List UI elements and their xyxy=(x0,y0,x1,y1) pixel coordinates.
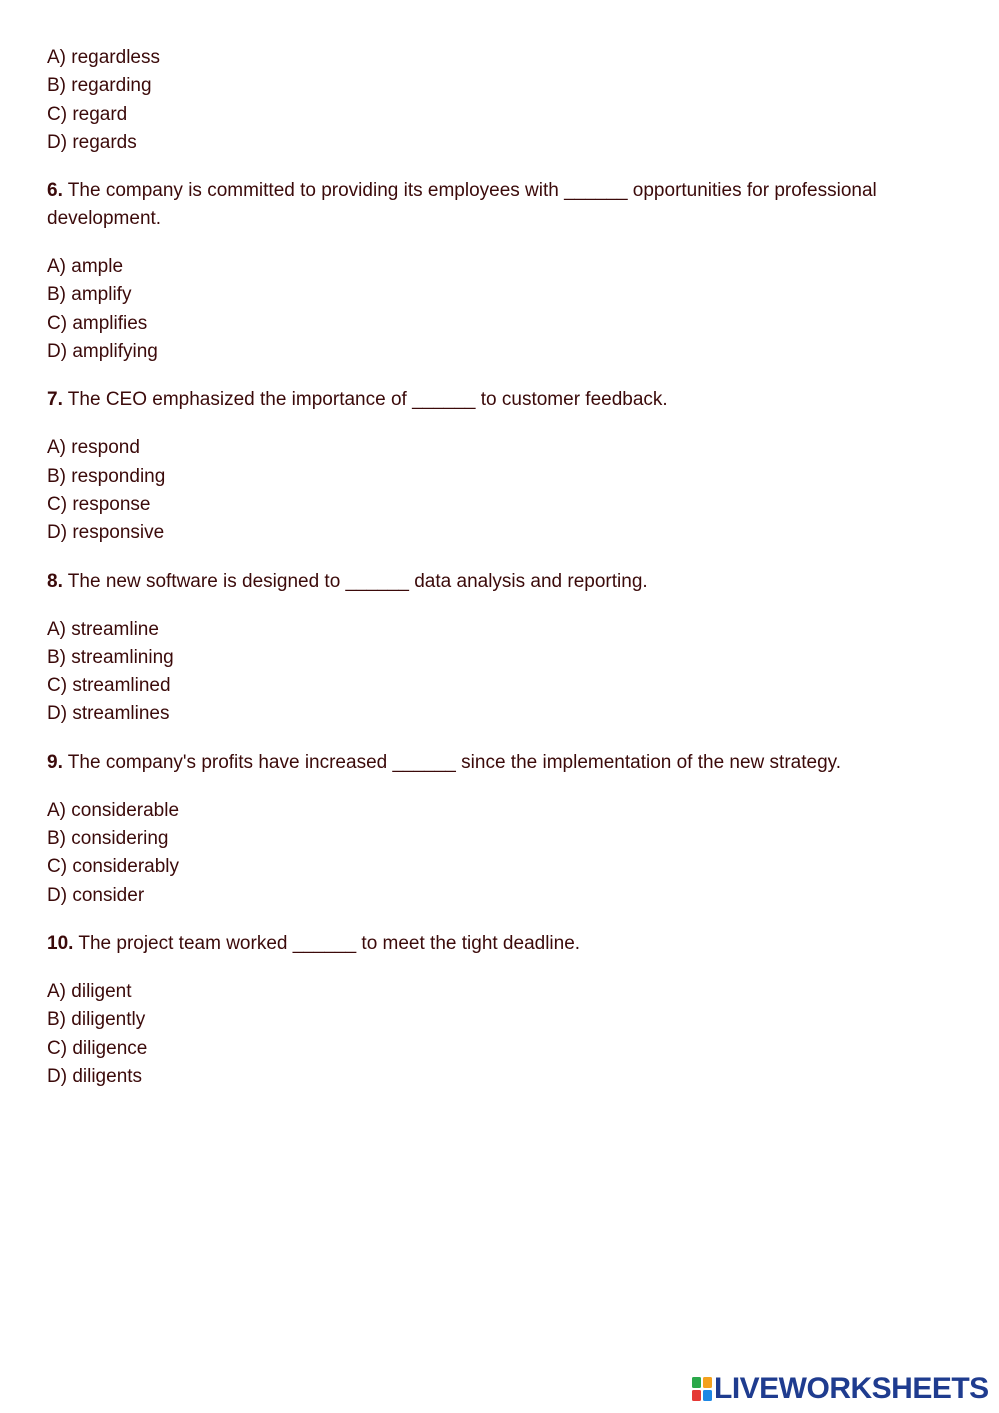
option-d[interactable]: D) diligents xyxy=(47,1065,143,1087)
question-number: 10. xyxy=(47,932,74,954)
option-b[interactable]: B) responding xyxy=(47,465,166,487)
option-d[interactable]: D) streamlines xyxy=(47,703,170,725)
question-10-options xyxy=(47,978,947,1091)
option-a[interactable]: A) considerable xyxy=(47,799,180,821)
question-9 xyxy=(47,749,947,777)
option-a[interactable]: A) ample xyxy=(47,256,124,278)
option-b[interactable]: B) streamlining xyxy=(47,646,174,668)
option-a[interactable]: A) respond xyxy=(47,437,140,459)
option-c[interactable]: C) regard xyxy=(47,103,128,125)
option-a[interactable]: A) diligent xyxy=(47,980,132,1002)
question-6-options xyxy=(47,253,947,366)
logo-wordmark: LIVEWORKSHEETS xyxy=(714,1372,989,1405)
option-b[interactable]: B) amplify xyxy=(47,284,132,306)
option-a[interactable]: A) regardless xyxy=(47,47,160,68)
question-number: 7. xyxy=(47,389,63,411)
question-10 xyxy=(47,930,947,958)
question-text: The new software is designed to ______ data analysis and reporting. xyxy=(67,570,648,592)
liveworksheets-logo xyxy=(692,1374,989,1404)
option-c[interactable]: C) response xyxy=(47,493,151,515)
option-b[interactable]: B) considering xyxy=(47,828,169,850)
question-8-options xyxy=(47,616,947,729)
question-6 xyxy=(47,177,947,233)
liveworksheets-logo-icon xyxy=(692,1377,712,1401)
question-number: 6. xyxy=(47,180,63,202)
question-text: The company is committed to providing its employees with ______ opportunities for professional development. xyxy=(47,180,877,230)
option-c[interactable]: C) streamlined xyxy=(47,675,171,697)
option-d[interactable]: D) amplifying xyxy=(47,341,158,363)
question-7-options xyxy=(47,434,947,547)
question-5-options xyxy=(47,44,947,157)
question-text: The company's profits have increased ______ since the implementation of the new strategy. xyxy=(67,751,842,773)
option-d[interactable]: D) responsive xyxy=(47,522,165,544)
option-a[interactable]: A) streamline xyxy=(47,618,159,640)
option-b[interactable]: B) regarding xyxy=(47,75,152,97)
option-c[interactable]: C) diligence xyxy=(47,1037,148,1059)
option-d[interactable]: D) consider xyxy=(47,884,145,906)
question-7 xyxy=(47,386,947,414)
question-8 xyxy=(47,568,947,596)
question-text: The project team worked ______ to meet the tight deadline. xyxy=(78,932,581,954)
question-9-options xyxy=(47,797,947,910)
question-number: 9. xyxy=(47,751,63,773)
option-c[interactable]: C) amplifies xyxy=(47,312,148,334)
question-number: 8. xyxy=(47,570,63,592)
option-b[interactable]: B) diligently xyxy=(47,1009,146,1031)
worksheet-page xyxy=(47,44,947,1091)
option-d[interactable]: D) regards xyxy=(47,131,137,153)
question-text: The CEO emphasized the importance of ______ to customer feedback. xyxy=(67,389,668,411)
option-c[interactable]: C) considerably xyxy=(47,856,179,878)
